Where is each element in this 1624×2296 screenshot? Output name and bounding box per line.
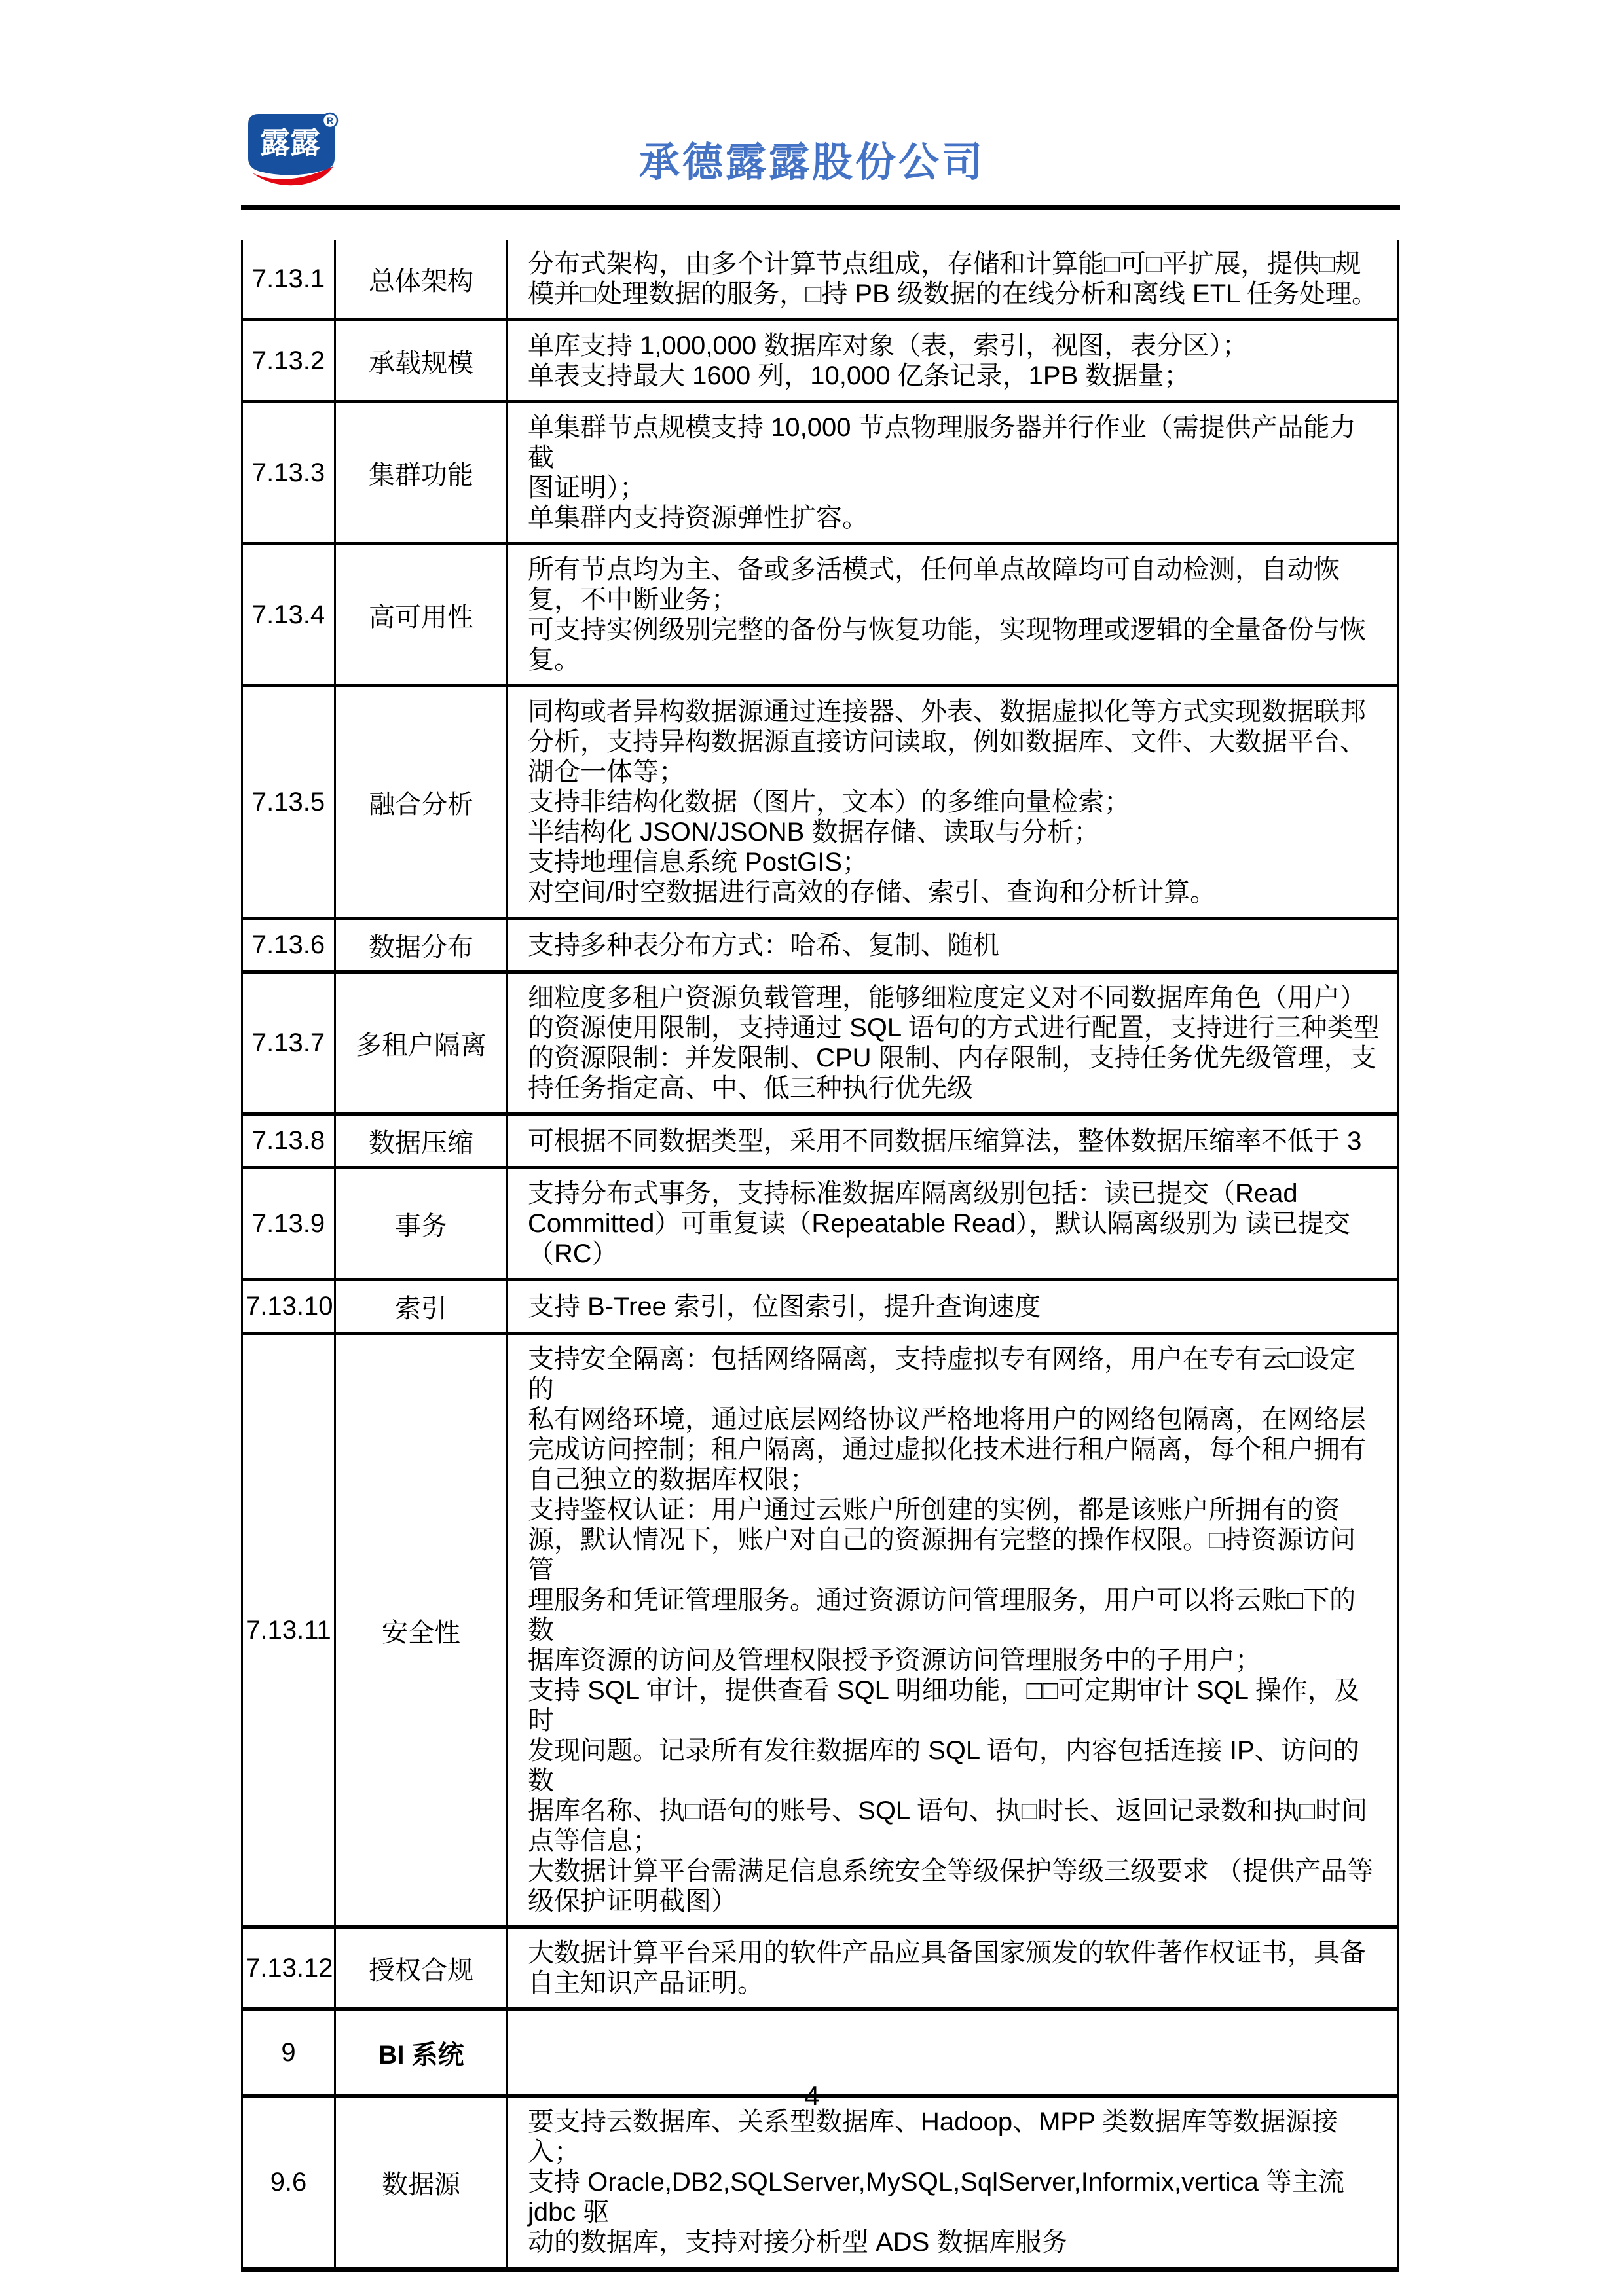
requirement-line: 自主知识产品证明。 (528, 1969, 764, 1997)
requirement-line: 的资源限制：并发限制、CPU 限制、内存限制，支持任务优先级管理，支 (528, 1044, 1376, 1072)
requirement-line: 湖仓一体等； (528, 757, 685, 786)
requirement-line: 复，不中断业务； (528, 585, 737, 614)
row-requirement (507, 402, 1398, 544)
requirement-line: 可支持实例级别完整的备份与恢复功能，实现物理或逻辑的全量备份与恢 (528, 615, 1366, 644)
row-label: 授权合规 (335, 1927, 507, 2009)
table-row (242, 320, 1398, 402)
table-row (242, 2096, 1398, 2270)
row-requirement (507, 686, 1398, 919)
requirement-line: 图证明）； (528, 473, 646, 502)
requirement-line: 同构或者异构数据源通过连接器、外表、数据虚拟化等方式实现数据联邦 (528, 697, 1366, 726)
page-number: 4 (804, 2081, 820, 2111)
requirements-table-wrap (241, 240, 1399, 2272)
requirement-line: 大数据计算平台采用的软件产品应具备国家颁发的软件著作权证书，具备 (528, 1939, 1366, 1967)
row-label: 多租户隔离 (335, 972, 507, 1114)
row-label: 高可用性 (335, 544, 507, 686)
row-label: 安全性 (335, 1334, 507, 1927)
row-id: 7.13.11 (242, 1334, 335, 1927)
table-row (242, 1114, 1398, 1168)
requirement-line: 单表支持最大 1600 列，10,000 亿条记录，1PB 数据量； (528, 361, 1190, 390)
row-id: 7.13.2 (242, 320, 335, 402)
requirement-line: 的资源使用限制，支持通过 SQL 语句的方式进行配置，支持进行三种类型 (528, 1013, 1380, 1042)
requirement-line: 模并□处理数据的服务，□持 PB 级数据的在线分析和离线 ETL 任务处理。 (528, 280, 1378, 308)
requirement-line: 细粒度多租户资源负载管理，能够细粒度定义对不同数据库角色（用户） (528, 983, 1366, 1012)
requirement-line: 复。 (528, 646, 580, 674)
requirement-line: 分布式架构，由多个计算节点组成，存储和计算能□可□平扩展，提供□规 (528, 249, 1361, 278)
row-id: 7.13.7 (242, 972, 335, 1114)
row-label: 数据压缩 (335, 1114, 507, 1168)
row-requirement (507, 320, 1398, 402)
table-row (242, 402, 1398, 544)
row-id: 7.13.9 (242, 1168, 335, 1280)
row-id: 7.13.3 (242, 402, 335, 544)
requirement-line: 支持分布式事务，支持标准数据库隔离级别包括：读已提交（Read (528, 1179, 1298, 1208)
row-requirement (507, 1927, 1398, 2009)
header-rule (241, 205, 1400, 210)
requirement-line: 对空间/时空数据进行高效的存储、索引、查询和分析计算。 (528, 878, 1217, 907)
table-row (242, 1334, 1398, 1927)
requirement-line: 支持地理信息系统 PostGIS； (528, 848, 869, 877)
table-row (242, 1927, 1398, 2009)
table-row (242, 544, 1398, 686)
table-row (242, 919, 1398, 972)
requirement-line: 理服务和凭证管理服务。通过资源访问管理服务，用户可以将云账□下的数 (528, 1586, 1356, 1645)
company-title: 承德露露股份公司 (638, 140, 985, 185)
requirement-line: 点等信息； (528, 1827, 659, 1855)
row-id: 7.13.4 (242, 544, 335, 686)
row-id: 9 (242, 2009, 335, 2096)
requirement-line: 单库支持 1,000,000 数据库对象（表，索引，视图，表分区）； (528, 331, 1249, 360)
requirement-line: 可根据不同数据类型，采用不同数据压缩算法，整体数据压缩率不低于 3 (528, 1126, 1362, 1156)
table-row (242, 240, 1398, 320)
requirement-line: （RC） (528, 1239, 618, 1268)
requirement-line: 自己独立的数据库权限； (528, 1465, 816, 1494)
requirement-line: 半结构化 JSON/JSONB 数据存储、读取与分析； (528, 818, 1100, 847)
row-requirement (507, 919, 1398, 972)
requirement-line: 支持多种表分布方式：哈希、复制、随机 (528, 930, 999, 960)
requirement-line: 支持 B-Tree 索引，位图索引，提升查询速度 (528, 1292, 1041, 1321)
row-label: BI 系统 (335, 2009, 507, 2096)
requirements-table (241, 240, 1399, 2272)
requirement-line: 要支持云数据库、关系型数据库、Hadoop、MPP 类数据库等数据源接入； (528, 2107, 1338, 2166)
row-requirement (507, 1114, 1398, 1168)
row-label: 总体架构 (335, 240, 507, 320)
row-id: 7.13.1 (242, 240, 335, 320)
requirement-line: 支持鉴权认证：用户通过云账户所创建的实例，都是该账户所拥有的资 (528, 1495, 1340, 1524)
row-label: 融合分析 (335, 686, 507, 919)
row-id: 7.13.12 (242, 1927, 335, 2009)
registered-trademark-letter: R (326, 115, 334, 126)
requirement-line: 发现问题。记录所有发往数据库的 SQL 语句，内容包括连接 IP、访问的数 (528, 1736, 1359, 1795)
requirement-line: 支持 Oracle,DB2,SQLServer,MySQL,SqlServer,Informix,vertica 等主流 jdbc 驱 (528, 2168, 1345, 2227)
requirement-line: 私有网络环境，通过底层网络协议严格地将用户的网络包隔离，在网络层 (528, 1405, 1366, 1434)
logo-text: 露露 (260, 126, 320, 160)
requirement-line: 级保护证明截图） (528, 1887, 737, 1916)
row-requirement (507, 972, 1398, 1114)
requirement-line: 支持非结构化数据（图片，文本）的多维向量检索； (528, 788, 1130, 816)
requirement-line: 分析，支持异构数据源直接访问读取，例如数据库、文件、大数据平台、 (528, 727, 1366, 756)
row-requirement (507, 1280, 1398, 1334)
row-requirement (507, 544, 1398, 686)
row-requirement (507, 240, 1398, 320)
row-id: 7.13.10 (242, 1280, 335, 1334)
row-label: 承载规模 (335, 320, 507, 402)
requirement-line: 单集群内支持资源弹性扩容。 (528, 503, 868, 532)
requirement-line: 持任务指定高、中、低三种执行优先级 (528, 1074, 973, 1102)
row-label: 数据分布 (335, 919, 507, 972)
requirement-line: 据库资源的访问及管理权限授予资源访问管理服务中的子用户； (528, 1646, 1261, 1675)
table-row (242, 972, 1398, 1114)
requirement-line: 支持安全隔离：包括网络隔离，支持虚拟专有网络，用户在专有云□设定的 (528, 1345, 1356, 1404)
row-label: 索引 (335, 1280, 507, 1334)
row-requirement (507, 2096, 1398, 2270)
row-id: 9.6 (242, 2096, 335, 2270)
row-label: 事务 (335, 1168, 507, 1280)
row-id: 7.13.5 (242, 686, 335, 919)
requirement-line: 动的数据库，支持对接分析型 ADS 数据库服务 (528, 2228, 1068, 2257)
requirement-line: 所有节点均为主、备或多活模式，任何单点故障均可自动检测，自动恢 (528, 555, 1340, 584)
requirement-line: 大数据计算平台需满足信息系统安全等级保护等级三级要求 （提供产品等 (528, 1857, 1374, 1886)
requirement-line: 据库名称、执□语句的账号、SQL 语句、执□时长、返回记录数和执□时间 (528, 1796, 1368, 1825)
row-id: 7.13.6 (242, 919, 335, 972)
row-label: 集群功能 (335, 402, 507, 544)
row-label: 数据源 (335, 2096, 507, 2270)
requirement-line: 单集群节点规模支持 10,000 节点物理服务器并行作业（需提供产品能力截 (528, 413, 1356, 472)
row-requirement (507, 1168, 1398, 1280)
requirement-line: Committed）可重复读（Repeatable Read），默认隔离级别为 读已提交 (528, 1209, 1350, 1238)
row-id: 7.13.8 (242, 1114, 335, 1168)
table-row (242, 686, 1398, 919)
table-row (242, 1280, 1398, 1334)
requirement-line: 完成访问控制；租户隔离，通过虚拟化技术进行租户隔离，每个租户拥有 (528, 1435, 1366, 1464)
row-requirement (507, 1334, 1398, 1927)
requirement-line: 支持 SQL 审计，提供查看 SQL 明细功能，□□可定期审计 SQL 操作，及时 (528, 1676, 1360, 1735)
table-row (242, 1168, 1398, 1280)
requirement-line: 源，默认情况下，账户对自己的资源拥有完整的操作权限。□持资源访问管 (528, 1525, 1356, 1584)
